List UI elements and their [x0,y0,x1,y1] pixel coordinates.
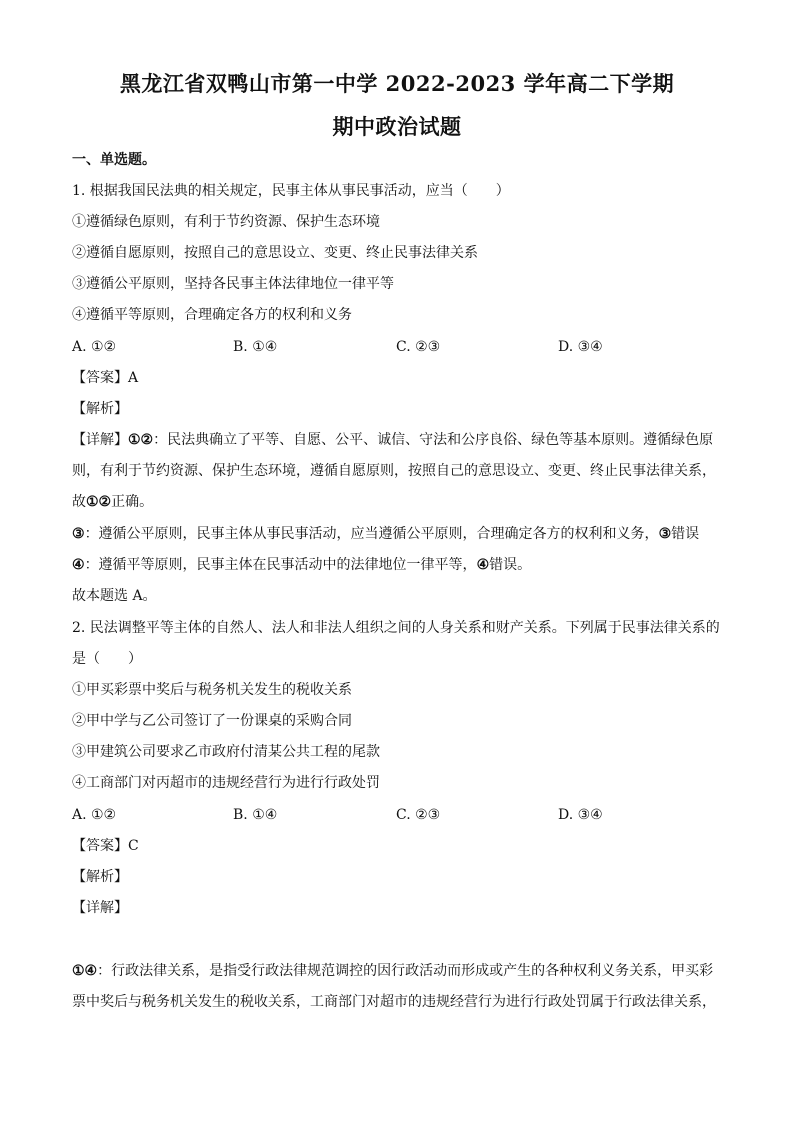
q1-line4-text: ：遵循公平原则，民事主体从事民事活动，应当遵循公平原则，合理确定各方的权利和义务， [84,526,659,542]
q1-line4-mark2: ③ [658,526,672,542]
q1-line4-end: 错误 [671,526,700,542]
q1-detail-line5 [72,555,531,575]
q1-option-c: C. ②③ [396,339,441,355]
q1-line4-mark: ③ [72,526,85,542]
q1-line5-mark2: ④ [476,557,490,573]
q1-answer [72,368,138,388]
q2-detail-label: 【详解】 [72,900,128,916]
q1-item-1: ①遵循绿色原则，有利于节约资源、保护生态环境 [72,214,380,230]
q2-option-d: D. ③④ [558,807,603,823]
q1-stem: 1. 根据我国民法典的相关规定，民事主体从事民事活动，应当（ ） [72,183,510,199]
page-title-line2: 期中政治试题 [332,114,462,139]
q2-item-4: ④工商部门对丙超市的违规经营行为进行行政处罚 [72,775,380,791]
q2-item-3: ③甲建筑公司要求乙市政府付清某公共工程的尾款 [72,744,380,760]
q2-answer-value: C [128,838,139,854]
q1-detail-line1 [72,430,713,450]
q1-option-a: A. ①② [72,339,117,355]
q1-detail-text1: ：民法典确立了平等、自愿、公平、诚信、守法和公序良俗、绿色等基本原则。遵循绿色原 [153,432,714,448]
q2-stem-line2: 是（ ） [72,651,142,667]
page-title-line1: 黑龙江省双鸭山市第一中学 2022-2023 学年高二下学期 [119,71,675,96]
q1-analysis-label: 【解析】 [72,401,128,417]
q2-analysis-label: 【解析】 [72,869,128,885]
q2-answer-label: 【答案】 [72,838,128,854]
q2-option-a: A. ①② [72,807,117,823]
q1-detail-mark: ①② [128,432,154,448]
q1-item-3: ③遵循公平原则，坚持各民事主体法律地位一律平等 [72,276,394,292]
q1-item-2: ②遵循自愿原则，按照自己的意思设立、变更、终止民事法律关系 [72,245,478,261]
q1-line5-end: 错误。 [489,557,532,573]
q1-detail-line3-pre: 故 [72,494,86,510]
q1-detail-label: 【详解】 [72,432,128,448]
q2-item-1: ①甲买彩票中奖后与税务机关发生的税收关系 [72,682,352,698]
q1-detail-line3-post: 正确。 [111,494,154,510]
q1-conclusion: 故本题选 A。 [72,588,157,604]
q2-item-2: ②甲中学与乙公司签订了一份课桌的采购合同 [72,713,352,729]
q1-line5-text: ：遵循平等原则，民事主体在民事活动中的法律地位一律平等， [84,557,477,573]
q2-stem-line1: 2. 民法调整平等主体的自然人、法人和非法人组织之间的人身关系和财产关系。下列属于民事法律关系的 [72,620,720,636]
q1-answer-value: A [128,370,139,386]
q1-line5-mark: ④ [72,557,85,573]
q2-answer [72,836,139,856]
q1-answer-label: 【答案】 [72,370,128,386]
q1-detail-line3-mark: ①② [86,494,112,510]
q1-option-d: D. ③④ [558,339,603,355]
section-heading: 一、单选题。 [72,152,156,168]
q2-detail-line2: 票中奖后与税务机关发生的税收关系，工商部门对超市的违规经营行为进行行政处罚属于行政法律关系， [72,994,716,1010]
q2-option-c: C. ②③ [396,807,441,823]
q1-detail-line3 [72,492,153,512]
q2-para-text1: ：行政法律关系，是指受行政法律规范调控的因行政活动而形成或产生的各种权利义务关系，甲买彩 [97,963,714,979]
q1-detail-line4 [72,524,699,544]
q1-option-b: B. ①④ [233,339,278,355]
q1-detail-line2: 则，有利于节约资源、保护生态环境，遵循自愿原则，按照自己的意思设立、变更、终止民事法律关系， [72,463,716,479]
q2-detail-line1 [72,961,713,981]
q1-item-4: ④遵循平等原则，合理确定各方的权利和义务 [72,307,352,323]
q2-para-mark: ①④ [72,963,98,979]
q2-option-b: B. ①④ [233,807,278,823]
